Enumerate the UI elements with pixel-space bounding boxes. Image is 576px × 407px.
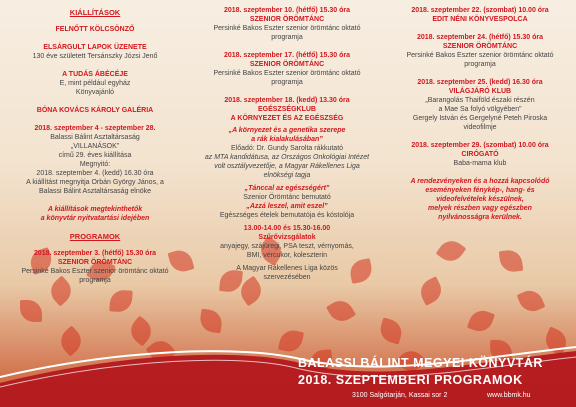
item-heading: 2018. szeptember 22. (szombat) 10.00 óra	[411, 7, 549, 14]
health-line: „A környezet és a genetika szerepe	[228, 127, 346, 134]
item-heading: A TUDÁS ÁBÉCÉJE	[62, 71, 128, 78]
item-heading: 2018. szeptember 4 - szeptember 28.	[34, 125, 156, 132]
red-leaf-icon	[377, 317, 404, 344]
item-heading: VILÁGJÁRÓ KLUB	[448, 88, 512, 95]
item-line: „VILLANÁSOK”	[70, 143, 120, 150]
column-exhibitions	[4, 6, 186, 294]
item-heading: FELNŐTT KÖLCSÖNZŐ	[55, 26, 135, 33]
red-leaf-icon	[326, 296, 356, 326]
item-line: 130 éve született Tersánszky Józsi Jenő	[32, 53, 158, 60]
program-date: 2018. szeptember 3. (hétfő) 15.30 óra	[33, 250, 157, 257]
program-line: programja	[79, 277, 111, 284]
notice-line: nyilvánosságra kerülnek.	[438, 214, 522, 221]
program-heading: 2018. SZEPTEMBERI PROGRAMOK	[298, 373, 523, 387]
red-leaf-icon	[436, 236, 467, 267]
health-line: a rák kialakulásában”	[251, 136, 323, 143]
program-title: SZENIOR ÖRÖMTÁNC	[57, 259, 133, 266]
health-line: „Tánccal az egészségért”	[244, 185, 330, 192]
health-line: Szűrővizsgálatok	[258, 234, 316, 241]
note-line: a könyvtár nyitvatartási idejében	[40, 215, 150, 222]
health-line: 13.00-14.00 és 15.30-16.00	[243, 225, 331, 232]
item-heading: ELSÁRGULT LAPOK ÜZENETE	[43, 44, 147, 51]
health-line: A Magyar Rákellenes Liga közös	[236, 265, 338, 272]
item-heading: SZENIOR ÖRÖMTÁNC	[249, 61, 325, 68]
program-item	[196, 6, 378, 42]
program-item	[388, 78, 572, 132]
item-line: Megnyitó:	[79, 161, 111, 168]
health-line: Egészséges ételek bemutatója és kóstolója	[219, 212, 355, 219]
item-heading: 2018. szeptember 24. (hétfő) 15.30 óra	[416, 34, 544, 41]
item-line: Gergely István és Gergelyné Peteh Piroska	[412, 115, 548, 122]
item-line: Baba-mama klub	[453, 160, 507, 167]
library-name: BALASSI BÁLINT MEGYEI KÖNYVTÁR	[298, 356, 543, 370]
notice-line: A rendezvényeken és a hozzá kapcsolódó	[410, 178, 550, 185]
item-heading: EGÉSZSÉGKLUB	[258, 106, 316, 113]
health-line: volt osztályvezetője, a Magyar Rákellenes Liga	[214, 163, 360, 170]
program-item	[4, 25, 186, 34]
health-line: az MTA kandidátusa, az Országos Onkológiai Intézet	[204, 154, 370, 161]
program-item	[4, 106, 186, 115]
red-leaf-icon	[199, 309, 224, 334]
item-heading: 2018. szeptember 10. (hétfő) 15.30 óra	[223, 7, 351, 14]
column-programs-mid	[196, 6, 378, 282]
item-line: E, mint például egyház	[59, 80, 131, 87]
program-item	[388, 6, 572, 24]
item-line: Balassi Bálint Asztaltársaság elnöke	[38, 188, 152, 195]
program-item	[4, 124, 186, 196]
item-line: Persinké Bakos Eszter szenior örömtánc oktató	[406, 52, 554, 59]
health-line: BMI, vércukor, koleszterin	[246, 252, 328, 259]
recording-notice	[388, 177, 572, 222]
item-line: „Barangolás Thaiföld északi részén	[425, 97, 535, 104]
item-heading: 2018. szeptember 25. (kedd) 16.30 óra	[417, 79, 543, 86]
note-line: A kiállítások megtekinthetők	[47, 206, 143, 213]
item-line: A kiállítást megnyitja Orbán György János, a	[26, 179, 164, 186]
program-item	[4, 249, 186, 285]
health-line: szervezésében	[263, 274, 311, 281]
health-club-details	[196, 126, 378, 282]
red-leaf-icon	[467, 307, 495, 335]
item-heading: CIRÓGATÓ	[461, 151, 499, 158]
item-heading: SZENIOR ÖRÖMTÁNC	[249, 16, 325, 23]
red-leaf-icon	[499, 249, 524, 274]
health-line: „Azzá leszel, amit eszel”	[246, 203, 328, 210]
item-heading: 2018. szeptember 17. (hétfő) 15.30 óra	[223, 52, 351, 59]
item-line: Balassi Bálint Asztaltársaság	[50, 134, 140, 141]
program-item	[388, 141, 572, 168]
item-heading: SZENIOR ÖRÖMTÁNC	[442, 43, 518, 50]
notice-line: videofelvételek készülnek,	[436, 196, 524, 203]
red-leaf-icon	[126, 316, 157, 347]
section-title-exhibitions: KIÁLLÍTÁSOK	[69, 8, 121, 17]
item-heading: A KÖRNYEZET ÉS AZ EGÉSZSÉG	[230, 115, 344, 122]
item-line: című 29. éves kiállítása	[58, 152, 132, 159]
health-line: anyajegy, szájüregi, PSA teszt, vérnyomás,	[220, 243, 354, 250]
website-link[interactable]: www.bbmk.hu	[487, 392, 531, 399]
item-line: programja	[271, 79, 303, 86]
program-item	[388, 33, 572, 69]
item-heading: EDIT NÉNI KÖNYVESPOLCA	[432, 16, 528, 23]
red-leaf-icon	[517, 287, 546, 316]
red-leaf-icon	[20, 300, 42, 322]
address: 3100 Salgótarján, Kassai sor 2	[352, 392, 448, 399]
section-title-programs: PROGRAMOK	[69, 232, 121, 241]
notice-line: melyek részben vagy egészben	[428, 205, 532, 212]
health-line: elnökségi tagja	[263, 172, 311, 179]
item-line: programja	[271, 34, 303, 41]
item-line: Könyvajánló	[75, 89, 115, 96]
item-heading: 2018. szeptember 18. (kedd) 13.30 óra	[224, 97, 350, 104]
health-line: Szenior Örömtánc bemutató	[243, 194, 331, 201]
program-item	[4, 43, 186, 61]
program-item	[4, 70, 186, 97]
red-leaf-icon	[416, 276, 446, 306]
item-line: programja	[464, 61, 496, 68]
program-item	[196, 51, 378, 87]
health-line: Előadó: Dr. Gundy Sarolta rákkutató	[230, 145, 344, 152]
item-line: 2018. szeptember 4. (kedd) 16.30 óra	[36, 170, 154, 177]
item-line: Persinké Bakos Eszter szenior örömtánc oktató	[213, 25, 361, 32]
program-item	[196, 96, 378, 123]
column-programs-right	[388, 6, 572, 222]
notice-line: eseményeken fénykép-, hang- és	[425, 187, 535, 194]
item-heading: BÓNA KOVÁCS KÁROLY GALÉRIA	[36, 107, 154, 114]
program-line: Persinké Bakos Eszter szenior örömtánc oktató	[21, 268, 169, 275]
item-heading: 2018. szeptember 29. (szombat) 10.00 óra	[411, 142, 549, 149]
item-line: a Mae Sa folyó völgyében”	[438, 106, 522, 113]
item-line: videofilmje	[463, 124, 497, 131]
item-line: Persinké Bakos Eszter szenior örömtánc oktató	[213, 70, 361, 77]
